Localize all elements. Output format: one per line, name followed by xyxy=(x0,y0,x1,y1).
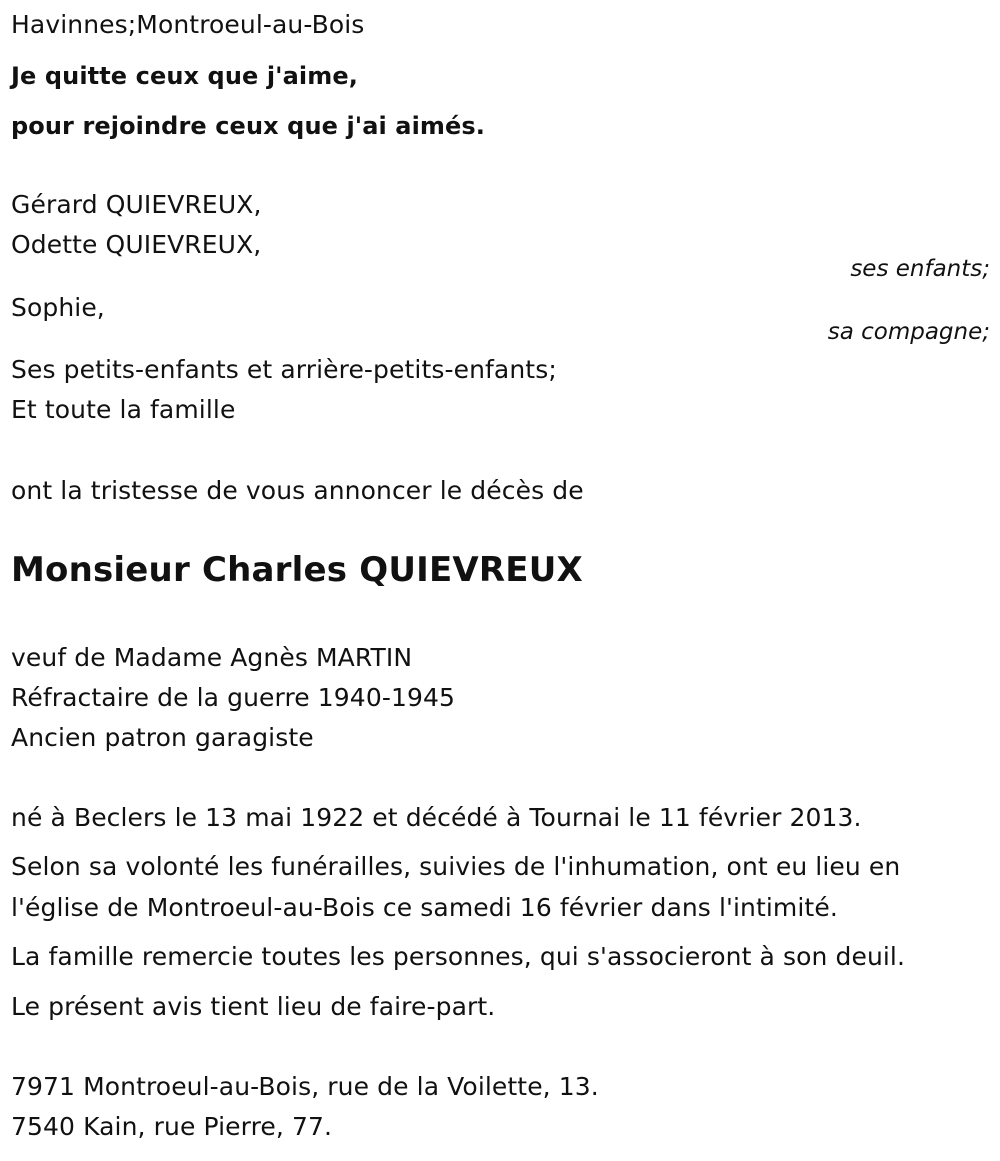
war-status-line: Réfractaire de la guerre 1940-1945 xyxy=(11,683,455,712)
family-partner: Sophie, xyxy=(11,293,105,322)
family-child-2: Odette QUIEVREUX, xyxy=(11,230,262,259)
family-grandchildren: Ses petits-enfants et arrière-petits-enfants; xyxy=(11,355,557,384)
birth-death-dates: né à Beclers le 13 mai 1922 et décédé à Tournai le 11 février 2013. xyxy=(11,803,862,832)
thanks-line: La famille remercie toutes les personnes, qui s'associeront à son deuil. xyxy=(11,942,906,971)
quote-line-2: pour rejoindre ceux que j'ai aimés. xyxy=(11,112,486,140)
address-2: 7540 Kain, rue Pierre, 77. xyxy=(11,1112,333,1141)
funeral-line-2: l'église de Montroeul-au-Bois ce samedi 16 février dans l'intimité. xyxy=(11,893,838,922)
widower-line: veuf de Madame Agnès MARTIN xyxy=(11,643,413,672)
deceased-name: Monsieur Charles QUIEVREUX xyxy=(11,550,583,590)
notice-line: Le présent avis tient lieu de faire-part. xyxy=(11,992,496,1021)
family-child-1: Gérard QUIEVREUX, xyxy=(11,190,262,219)
children-role: ses enfants; xyxy=(850,256,990,282)
announcement-intro: ont la tristesse de vous annoncer le décès de xyxy=(11,476,584,505)
location-header: Havinnes;Montroeul-au-Bois xyxy=(11,10,365,39)
funeral-line-1: Selon sa volonté les funérailles, suivies de l'inhumation, ont eu lieu en xyxy=(11,852,901,881)
partner-role: sa compagne; xyxy=(827,319,990,345)
family-extended: Et toute la famille xyxy=(11,395,236,424)
quote-line-1: Je quitte ceux que j'aime, xyxy=(11,62,358,90)
address-1: 7971 Montroeul-au-Bois, rue de la Voilette, 13. xyxy=(11,1072,599,1101)
occupation-line: Ancien patron garagiste xyxy=(11,723,314,752)
